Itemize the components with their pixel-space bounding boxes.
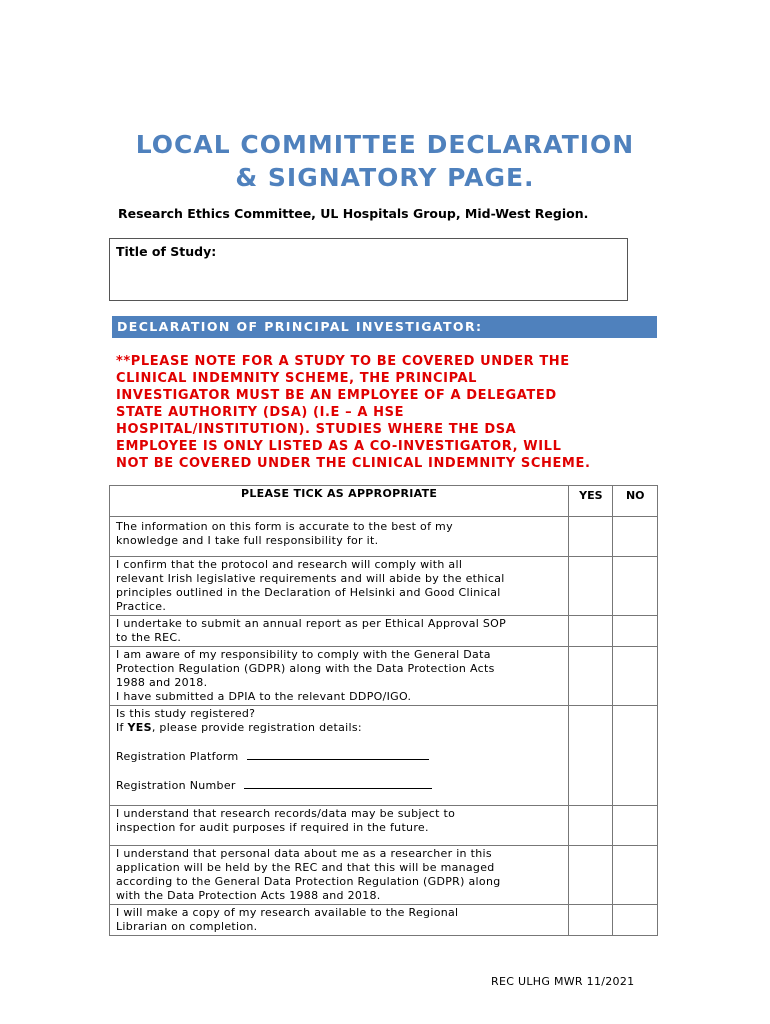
statement-line: I will make a copy of my research available to the Regional (116, 906, 459, 919)
table-header-row (110, 486, 658, 517)
registration-number-input[interactable] (244, 778, 432, 789)
notice-line: STATE AUTHORITY (DSA) (I.E – A HSE (116, 405, 405, 420)
yes-checkbox[interactable] (569, 706, 613, 806)
registration-question: Is this study registered? (116, 707, 256, 720)
registration-number-row (116, 778, 562, 793)
no-checkbox[interactable] (613, 846, 658, 905)
statement-line: Protection Regulation (GDPR) along with the Data Protection Acts (116, 662, 495, 675)
statement-line: according to the General Data Protection Regulation (GDPR) along (116, 875, 501, 888)
spacer (116, 735, 562, 749)
registration-statement (110, 706, 569, 806)
statement-line: knowledge and I take full responsibility for it. (116, 534, 379, 547)
statement-line: principles outlined in the Declaration of Helsinki and Good Clinical (116, 586, 501, 599)
table-row (110, 846, 658, 905)
statement-line: I confirm that the protocol and research will comply with all (116, 558, 463, 571)
notice-line: **PLEASE NOTE FOR A STUDY TO BE COVERED UNDER THE (116, 354, 570, 369)
registration-if-yes: YES (127, 721, 152, 734)
yes-checkbox[interactable] (569, 647, 613, 706)
no-checkbox[interactable] (613, 905, 658, 936)
statement-line: Librarian on completion. (116, 920, 258, 933)
study-title-label: Title of Study: (116, 244, 217, 259)
statement-line: I undertake to submit an annual report as per Ethical Approval SOP (116, 617, 507, 630)
table-row (110, 557, 658, 616)
statement-line: relevant Irish legislative requirements and will abide by the ethical (116, 572, 505, 585)
statement-line: application will be held by the REC and that this will be managed (116, 861, 495, 874)
table-row-registration (110, 706, 658, 806)
registration-if-prefix: If (116, 721, 128, 734)
row-statement (110, 647, 569, 706)
page-title-line-2: & SIGNATORY PAGE. (235, 163, 535, 192)
row-statement (110, 905, 569, 936)
page-title-line-1: LOCAL COMMITTEE DECLARATION (135, 130, 635, 159)
table-row (110, 517, 658, 557)
study-title-field[interactable] (109, 238, 628, 301)
statement-line: with the Data Protection Acts 1988 and 2018. (116, 889, 381, 902)
statement-line: I have submitted a DPIA to the relevant DDPO/IGO. (116, 690, 412, 703)
registration-platform-label: Registration Platform (116, 750, 239, 763)
statement-line: Practice. (116, 600, 167, 613)
yes-checkbox[interactable] (569, 846, 613, 905)
table-row (110, 616, 658, 647)
registration-platform-row (116, 749, 562, 764)
row-statement (110, 846, 569, 905)
statement-line: The information on this form is accurate to the best of my (116, 520, 453, 533)
no-checkbox[interactable] (613, 706, 658, 806)
registration-platform-input[interactable] (247, 749, 429, 760)
yes-checkbox[interactable] (569, 557, 613, 616)
no-checkbox[interactable] (613, 557, 658, 616)
row-statement (110, 806, 569, 846)
yes-checkbox[interactable] (569, 517, 613, 557)
header-no: NO (613, 486, 658, 517)
notice-line: EMPLOYEE IS ONLY LISTED AS A CO-INVESTIGATOR, WILL (116, 439, 562, 454)
notice-line: INVESTIGATOR MUST BE AN EMPLOYEE OF A DELEGATED (116, 388, 557, 403)
no-checkbox[interactable] (613, 616, 658, 647)
no-checkbox[interactable] (613, 517, 658, 557)
section-header: DECLARATION OF PRINCIPAL INVESTIGATOR: (112, 316, 657, 338)
notice-line: HOSPITAL/INSTITUTION). STUDIES WHERE THE DSA (116, 422, 517, 437)
spacer (116, 764, 562, 778)
notice-line: CLINICAL INDEMNITY SCHEME, THE PRINCIPAL (116, 371, 478, 386)
declaration-table (109, 485, 658, 936)
statement-line: I understand that personal data about me as a researcher in this (116, 847, 492, 860)
statement-line: I understand that research records/data may be subject to (116, 807, 456, 820)
yes-checkbox[interactable] (569, 905, 613, 936)
committee-subtitle: Research Ethics Committee, UL Hospitals Group, Mid-West Region. (118, 206, 589, 221)
row-statement (110, 557, 569, 616)
yes-checkbox[interactable] (569, 806, 613, 846)
row-statement (110, 517, 569, 557)
page-title (0, 128, 770, 194)
registration-number-label: Registration Number (116, 779, 236, 792)
statement-line: to the REC. (116, 631, 182, 644)
notice-line: NOT BE COVERED UNDER THE CLINICAL INDEMNITY SCHEME. (116, 456, 591, 471)
indemnity-notice (116, 353, 661, 472)
statement-line: I am aware of my responsibility to comply with the General Data (116, 648, 491, 661)
row-statement (110, 616, 569, 647)
registration-if-suffix: , please provide registration details: (151, 721, 362, 734)
yes-checkbox[interactable] (569, 616, 613, 647)
no-checkbox[interactable] (613, 647, 658, 706)
statement-line: inspection for audit purposes if required in the future. (116, 821, 429, 834)
footer-reference: REC ULHG MWR 11/2021 (491, 975, 635, 988)
statement-line: 1988 and 2018. (116, 676, 208, 689)
registration-instruction (116, 721, 562, 735)
table-row (110, 806, 658, 846)
table-row (110, 905, 658, 936)
no-checkbox[interactable] (613, 806, 658, 846)
header-statement: PLEASE TICK AS APPROPRIATE (110, 486, 569, 517)
header-yes: YES (569, 486, 613, 517)
table-row (110, 647, 658, 706)
